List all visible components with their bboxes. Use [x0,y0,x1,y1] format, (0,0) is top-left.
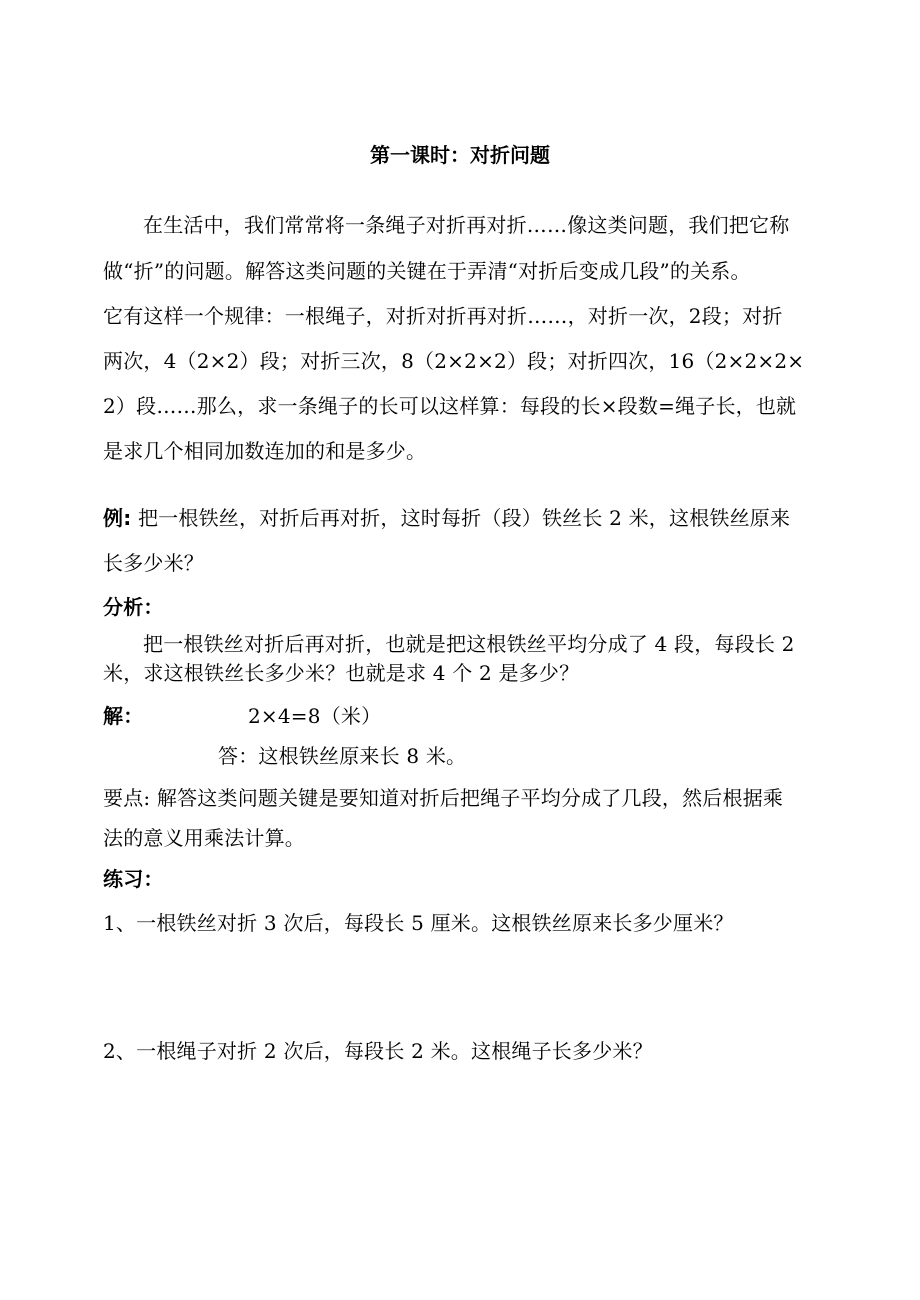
intro-line-5: 2）段……那么，求一条绳子的长可以这样算：每段的长×段数=绳子长，也就 [103,394,797,418]
solution-answer: 答：这根铁丝原来长 8 米。 [218,744,467,768]
analysis-line-1: 把一根铁丝对折后再对折，也就是把这根铁丝平均分成了 4 段，每段长 2 [143,632,795,656]
example-line-2: 长多少米？ [103,551,204,575]
intro-line-2: 做“折”的问题。解答这类问题的关键在于弄清“对折后变成几段”的关系。 [103,259,751,283]
key-point-line-2: 法的意义用乘法计算。 [103,826,305,850]
example-label: 例: [103,506,132,530]
example-line-1 [103,503,823,533]
practice-label: 练习： [103,867,164,891]
key-point-line-1: 要点: 解答这类问题关键是要知道对折后把绳子平均分成了几段，然后根据乘 [103,786,784,810]
solution-equation: 2×4=8（米） [248,704,382,728]
example-text: 把一根铁丝，对折后再对折，这时每折（段）铁丝长 2 米，这根铁丝原来 [137,506,791,530]
solution-label: 解： [103,704,144,728]
intro-line-6: 是求几个相同加数连加的和是多少。 [103,439,427,463]
analysis-line-2: 米，求这根铁丝长多少米？也就是求 4 个 2 是多少？ [103,661,580,685]
intro-line-1: 在生活中，我们常常将一条绳子对折再对折……像这类问题，我们把它称 [143,213,790,237]
intro-line-3: 它有这样一个规律：一根绳子，对折对折再对折……，对折一次，2段；对折 [103,304,783,328]
page-title: 第一课时：对折问题 [370,143,550,167]
practice-question-2: 2、一根绳子对折 2 次后，每段长 2 米。这根绳子长多少米？ [103,1039,653,1063]
analysis-label: 分析： [103,595,164,619]
practice-question-1: 1、一根铁丝对折 3 次后，每段长 5 厘米。这根铁丝原来长多少厘米？ [103,911,734,935]
intro-line-4: 两次，4（2×2）段；对折三次，8（2×2×2）段；对折四次，16（2×2×2× [103,349,805,373]
